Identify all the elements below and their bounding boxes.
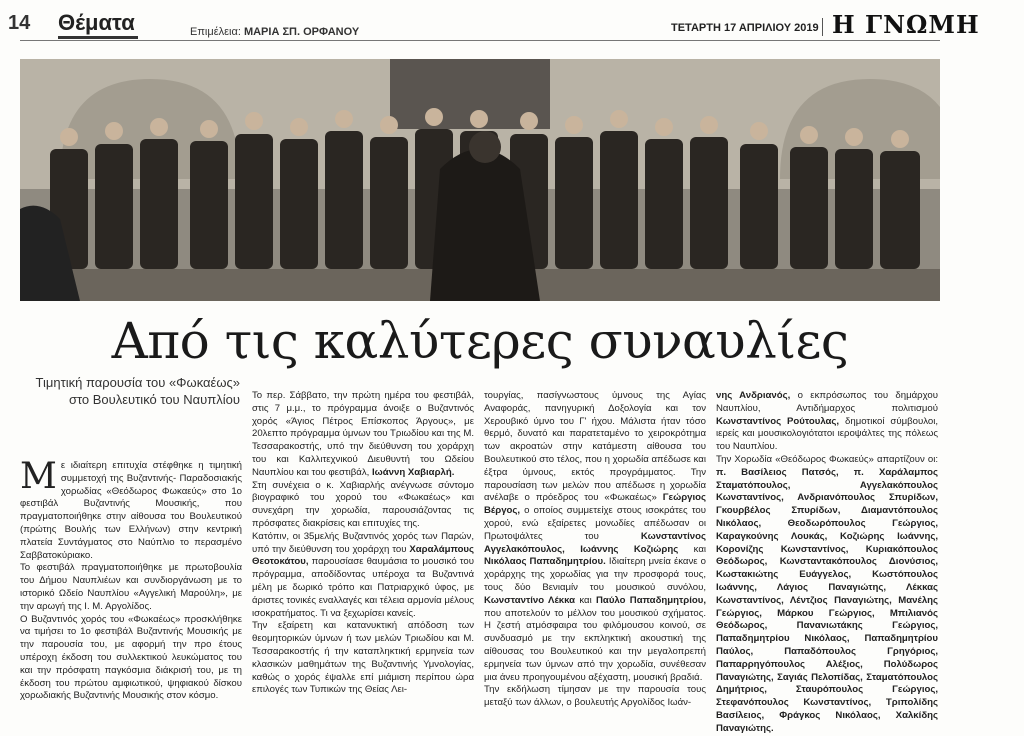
article-column-3	[484, 390, 706, 710]
page-header	[0, 0, 1024, 40]
article-subhead: Τιμητική παρουσία του «Φωκαέως» στο Βουλευτικό του Ναυπλίου	[35, 375, 240, 407]
paragraph: Ο Βυζαντινός χορός του «Φωκαέως» προσκλήθηκε να τιμήσει το 1ο φεστιβάλ Βυζαντινής Μουσικής με την παρουσία του, με αφορμή την προ έτους υπέροχη έκδοση του συλλεκτικού λευκώματος του και την πρόσφατη παγκόσμια διάκρισή του, με τη έκδοση του πρώτου αμφιωτικού, ψηφιακού δίσκου χορωδιακής Βυζαντινής Μουσικής στον κόσμο.	[20, 613, 242, 702]
choir-illustration	[20, 59, 940, 301]
section-title: Θέματα	[58, 10, 135, 35]
editor-label: Επιμέλεια:	[190, 26, 241, 38]
editor-name: ΜΑΡΙΑ ΣΠ. ΟΡΦΑΝΟΥ	[243, 26, 360, 38]
choir-photo	[20, 59, 940, 301]
paragraph: Κατόπιν, οι 35μελής Βυζαντινός χορός των Παρών, υπό την διεύθυνση του χοράρχη του Χαραλάμπους Θεοτοκάτου, παρουσίασε θαυμάσια το μουσικό του πρόγραμμα, αποδίδοντας υπέροχα τα Βυζαντινά μέλη με δωρικό τρόπο και Πατριαρχικό ύφος, με άριστες τονικές εναλλαγές και τέλεια αρμονία μέλους ισοκρατήματος. Τι να ξεχωρίσει κανείς.	[252, 530, 475, 619]
section-underline	[58, 36, 138, 39]
article-column-1	[20, 456, 242, 703]
paragraph: τουργίας, πασίγνωστους ύμνους της Αγίας Αναφοράς, πανηγυρική Δοξολογία και τον Χερουβικό ύμνο του Γ' ήχου. Μάλιστα ήταν τόσο θερμό, δυνατό και παρατεταμένο το χειροκρότημα των ακροατών στην κατάμεστη αίθουσα του Βουλευτικού στο τέλος, που η χορωδία απέδωσε και έξτρα ύμνους, εκτός προγράμματος. Την παρουσίαση των μελών που απέδωσε η χορωδία ανέλαβε ο πρόεδρος του «Φωκαέως» Γεώργιος Βέργος, ο οποίος συμμετείχε στους ισοκράτες του χορού, ενώ εξαίρετες μονωδίες απέδωσαν οι Πρωτοψάλτες του Κωνσταντίνος Αγγελακόπουλος, Ιωάννης Κοζιώρης και Νικόλαος Παπαδημητρίου. Ιδιαίτερη μνεία έκανε ο χοράρχης της χορωδίας για την προσφορά τους, τους δύο Βενιαμίν του μουσικού συνόλου, Κωνσταντίνο Λέκκα και Παύλο Παπαδημητρίου, που αποτελούν το μέλλον του μουσικού σχήματος. Η ζεστή ατμόσφαιρα του φιλόμουσου κοινού, σε συνδυασμό με την εκπληκτική ακουστική της αίθουσας του Βουλευτικού και την μεγαλοπρεπή ερμηνεία των ύμνων από την χορωδία, συνέθεσαν μια άνευ προηγουμένου αξέχαστη, μουσική βραδιά.	[484, 390, 706, 683]
drop-cap: Μ	[20, 456, 57, 497]
paragraph: Την εξαίρετη και κατανυκτική απόδοση των θεομητορικών ύμνων ή των μελών Τριωδίου και Μ. Τεσσαρακοστής ή την καταπληκτική ερμηνεία των κλασικών μαθημάτων της Βυζαντινής Υμνολογίας, καθώς ο χορός έψαλλε επί μιάμιση περίπου ώρα επιλογές των Τυπικών της Θείας Λει-	[252, 620, 474, 696]
paragraph: νης Ανδριανός, ο εκπρόσωπος του δημάρχου Ναυπλίου, Αντιδήμαρχος πολιτισμού Κωνσταντίνος Ρούτουλας, δημοτικοί σύμβουλοι, ιερείς και μουσικολογιότατοι ιεροψάλτες της πόλεως του Ναυπλίου.	[716, 390, 939, 453]
paragraph: Την εκδήλωση τίμησαν με την παρουσία τους μεταξύ των άλλων, ο βουλευτής Αργολίδος Ιωάν-	[484, 684, 706, 709]
header-rule	[20, 40, 940, 41]
editor-credit	[190, 26, 359, 38]
paragraph: Το περ. Σάββατο, την πρώτη ημέρα του φεστιβάλ, στις 7 μ.μ., το πρόγραμμα άνοιξε ο Βυζαντινός χορός «Άγιος Πέτρος Επίσκοπος Άργους», με 20λεπτο πρόγραμμα ύμνων του Τριωδίου και της Μ. Τεσσαρακοστής, υπό την διεύθυνση του χοράρχη του και Καλλιτεχνικού Διευθυντή του Ωδείου Ναυπλίου και του φεστιβάλ, Ιωάννη Χαβιαρλή.	[252, 390, 474, 478]
page-number: 14	[8, 12, 31, 34]
article-column-4	[716, 390, 938, 736]
paragraph: Το φεστιβάλ πραγματοποιήθηκε με πρωτοβουλία του Δήμου Ναυπλιέων και συνδιοργάνωση με το ιστορικό Ωδείο Ναυπλίου «Αγγελική Μαρούλη», με την αρωγή της Ι. Μ. Αργολίδος.	[20, 562, 242, 612]
article-column-2	[252, 390, 474, 697]
paragraph: Την Χορωδία «Θεόδωρος Φωκαεύς» απαρτίζουν οι: π. Βασίλειος Πατσός, π. Χαράλαμπος Σταματόπουλος, Αγγελακόπουλος Κωνσταντίνος, Ανδριανόπουλος Σπυρίδων, Γκουρβέλος Σπυρίδων, Διαμαντόπουλος Νικόλαος, Θεοδωρόπουλος Γεώργιος, Καραγκούνης Λουκάς, Κοζιώρης Ιωάννης, Κορονίζης Κωνσταντίνος, Κυριακόπουλος Θεόδωρος, Κωνσταντακόπουλος Διονύσιος, Κωστακιώτης Ευάγγελος, Κωστόπουλος Ιωάννης, Λάγιος Παναγιώτης, Λέκκας Κωνσταντίνος, Λέντζιος Παναγιώτης, Μανέλης Γεώργιος, Μάρκου Γεώργιος, Μπιλιανός Θεόδωρος, Πανανιωτάκης Γεώργιος, Παπαδημητρίου Νικόλαος, Παπαδημητρίου Παύλος, Παπαδόπουλος Γρηγόριος, Παπαρρηγόπουλος Αλέξιος, Πολύδωρος Παναγιώτης, Σαγιάς Πελοπίδας, Σταματόπουλος Δημήτριος, Σταυρόπουλος Γεώργιος, Στεφανόπουλος Κωνσταντίνος, Τριπολίδης Βασίλειος, Φράγκος Νικόλαος, Χαλκίδης Παναγιώτης.	[716, 453, 938, 734]
issue-date: ΤΕΤΑΡΤΗ 17 ΑΠΡΙΛΙΟΥ 2019	[671, 22, 819, 34]
paragraph: Στη συνέχεια ο κ. Χαβιαρλής ανέγνωσε σύντομο βιογραφικό του χορού του «Φωκαέως» και συνεχάρη την χορωδία, παρουσιάζοντας τις πρόσφατες διακρίσεις και επιτυχίες της.	[252, 479, 474, 529]
paragraph: Με ιδιαίτερη επιτυχία στέφθηκε η τιμητική συμμετοχή της Βυζαντινής- Παραδοσιακής χορωδίας «Θεόδωρος Φωκαεύς» στο 1ο φεστιβάλ Βυζαντινής Μουσικής, που πραγματοποιήθηκε στην αίθουσα του Βουλευτικού (πρώτης Βουλής των Ελλήνων) στην κεντρική πλατεία Συντάγματος στο Ναύπλιο το περασμένο Σαββατοκύριακο.	[20, 456, 242, 561]
newspaper-logo: Η ΓΝΩΜΗ	[832, 10, 980, 39]
header-separator	[822, 18, 823, 36]
article-headline: Από τις καλύτερες συναυλίες	[111, 312, 849, 370]
